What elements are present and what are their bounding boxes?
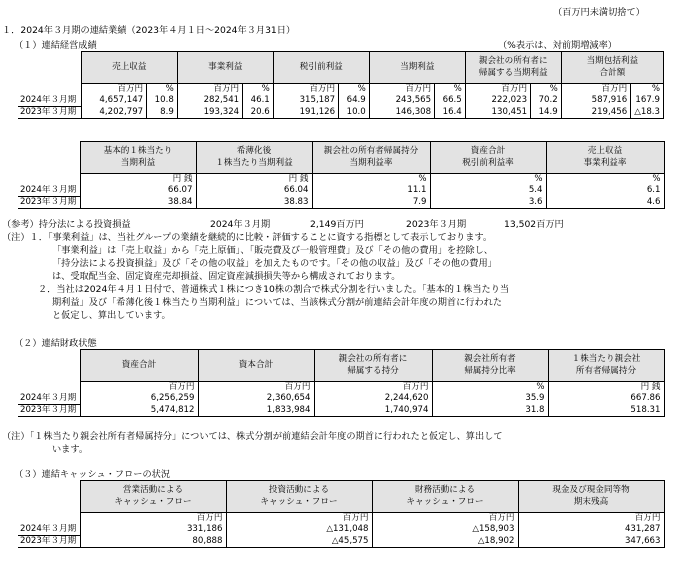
note-line: ２．当社は2024年４月１日付で、普通株式１株につき10株の割合で株式分割を行いました。「基本的１株当たり当 (38, 284, 510, 295)
cell: 5.4 (430, 185, 546, 197)
unit-label: % (531, 84, 562, 96)
row-label: 2023年３月期 (18, 405, 80, 417)
cell: 80,888 (80, 536, 226, 548)
unit-label: % (631, 84, 664, 96)
cell: △131,048 (226, 524, 372, 536)
cell: 66.07 (80, 185, 196, 197)
cell: 70.2 (531, 95, 562, 107)
cell: 35.9 (432, 393, 548, 405)
cell: 64.9 (339, 95, 370, 107)
cashflow-unit-row (18, 513, 664, 525)
unit-label: % (312, 174, 430, 186)
unit-label: 円 銭 (196, 174, 312, 186)
unit-label: % (546, 174, 664, 186)
cell: 38.83 (196, 197, 312, 209)
unit-label: 百万円 (177, 84, 242, 96)
ref-note-fy2023-value: 13,502百万円 (504, 219, 564, 230)
financial-header: 親会社の所有者に 帰属する持分 (314, 350, 432, 382)
note-line: は、受取配当金、固定資産売却損益、固定資産減損損失等から構成されております。 (52, 271, 401, 282)
unit-label: 百万円 (369, 84, 434, 96)
per-share-table (18, 141, 665, 209)
per-share-header: 親会社の所有者帰属持分 当期利益率 (312, 142, 430, 174)
unit-label: 円 銭 (80, 174, 196, 186)
results-header: 売上収益 (81, 52, 177, 84)
cell: 193,324 (177, 107, 242, 119)
cell: 16.4 (435, 107, 466, 119)
section1-subtitle: （１）連結経営成績 (14, 40, 97, 51)
table-row (18, 95, 664, 107)
cell: 222,023 (465, 95, 530, 107)
cell: 331,186 (80, 524, 226, 536)
unit-label: 百万円 (561, 84, 630, 96)
cell: 315,187 (273, 95, 338, 107)
table-row (18, 524, 664, 536)
row-label: 2023年３月期 (18, 197, 80, 209)
per-share-header: 基本的１株当たり 当期利益 (80, 142, 196, 174)
cell: 219,456 (561, 107, 630, 119)
unit-label: 百万円 (465, 84, 530, 96)
cell: 38.84 (80, 197, 196, 209)
unit-label: 円 銭 (548, 382, 664, 394)
ref-note-fy2024-value: 2,149百万円 (310, 219, 364, 230)
pct-note: （%表示は、対前期増減率） (498, 40, 617, 51)
note-line: 「事業利益」は「売上収益」から「売上原価」、「販売費及び一般管理費」及び「その他の費用」を控除し、 (52, 245, 493, 256)
results-header: 当期包括利益 合計額 (561, 52, 663, 84)
row-label: 2023年３月期 (18, 107, 81, 119)
table-row (18, 197, 664, 209)
unit-label: % (432, 382, 548, 394)
results-header: 当期利益 (369, 52, 465, 84)
unit-label: % (339, 84, 370, 96)
cell: △158,903 (372, 524, 518, 536)
unit-label: 百万円 (372, 513, 518, 525)
unit-label: 百万円 (80, 513, 226, 525)
per-share-header: 売上収益 事業利益率 (546, 142, 664, 174)
financial-header: 親会社所有者 帰属持分比率 (432, 350, 548, 382)
note-line: います。 (52, 444, 89, 455)
cell: 4.6 (546, 197, 664, 209)
financial-header: １株当たり親会社 所有者帰属持分 (548, 350, 664, 382)
cell: 3.6 (430, 197, 546, 209)
cell: 6.1 (546, 185, 664, 197)
ref-note-label: （参考）持分法による投資損益 (2, 219, 131, 230)
financial-header-row (18, 350, 664, 382)
row-label: 2024年３月期 (18, 393, 80, 405)
unit-label: 百万円 (198, 382, 314, 394)
results-header-row (18, 52, 664, 84)
per-share-unit-row (18, 174, 664, 186)
cashflow-header: 現金及び現金同等物 期末残高 (518, 481, 664, 513)
cell: 282,541 (177, 95, 242, 107)
cell: 1,740,974 (314, 405, 432, 417)
row-label: 2023年３月期 (18, 536, 80, 548)
unit-label: % (243, 84, 274, 96)
cell: 31.8 (432, 405, 548, 417)
section2-title: （２）連結財政状態 (14, 338, 97, 349)
cell: 146,308 (369, 107, 434, 119)
unit-label: 百万円 (80, 382, 198, 394)
unit-label: 百万円 (314, 382, 432, 394)
per-share-header-row (18, 142, 664, 174)
section3-title: （３）連結キャッシュ・フローの状況 (14, 469, 171, 480)
financial-unit-row (18, 382, 664, 394)
cell: 130,451 (465, 107, 530, 119)
cell: 10.8 (147, 95, 178, 107)
cell: 587,916 (561, 95, 630, 107)
results-header: 親会社の所有者に 帰属する当期利益 (465, 52, 561, 84)
note-line: 期利益」及び「希薄化後１株当たり当期利益」については、当該株式分割が前連結会計年度の期首に行われた (52, 297, 503, 308)
unit-label: 百万円 (226, 513, 372, 525)
cell: 518.31 (548, 405, 664, 417)
row-label: 2024年３月期 (18, 524, 80, 536)
table-row (18, 107, 664, 119)
table-row (18, 536, 664, 548)
per-share-header: 資産合計 税引前利益率 (430, 142, 546, 174)
cell: 10.0 (339, 107, 370, 119)
ref-note-fy2023: 2023年３月期 (406, 219, 467, 230)
note-line: （注）１．「事業利益」は、当社グループの業績を継続的に比較・評価することに資する指標として表示しております。 (2, 232, 493, 243)
cell: 1,833,984 (198, 405, 314, 417)
cell: △18.3 (631, 107, 664, 119)
unit-label: % (147, 84, 178, 96)
cell: 243,565 (369, 95, 434, 107)
cell: 2,360,654 (198, 393, 314, 405)
cell: 2,244,620 (314, 393, 432, 405)
cashflow-header: 営業活動による キャッシュ・フロー (80, 481, 226, 513)
cell: 5,474,812 (80, 405, 198, 417)
cell: 6,256,259 (80, 393, 198, 405)
results-table (18, 51, 664, 119)
unit-label: 百万円 (273, 84, 338, 96)
row-label: 2024年３月期 (18, 185, 80, 197)
cell: 20.6 (243, 107, 274, 119)
unit-notice: （百万円未満切捨て） (553, 7, 645, 18)
table-row (18, 393, 664, 405)
cell: 667.86 (548, 393, 664, 405)
table-row (18, 185, 664, 197)
cashflow-header: 財務活動による キャッシュ・フロー (372, 481, 518, 513)
cell: 11.1 (312, 185, 430, 197)
financial-header: 資本合計 (198, 350, 314, 382)
cell: 66.04 (196, 185, 312, 197)
note-line: （注）「１株当たり親会社所有者帰属持分」については、株式分割が前連結会計年度の期首に行われたと仮定し、算出して (2, 431, 503, 442)
cell: 8.9 (147, 107, 178, 119)
cell: 14.9 (531, 107, 562, 119)
cell: 46.1 (243, 95, 274, 107)
table-row (18, 405, 664, 417)
results-header: 事業利益 (177, 52, 273, 84)
financial-header: 資産合計 (80, 350, 198, 382)
cell: 7.9 (312, 197, 430, 209)
unit-label: % (435, 84, 466, 96)
unit-label: 百万円 (518, 513, 664, 525)
per-share-header: 希薄化後 １株当たり当期利益 (196, 142, 312, 174)
results-header: 税引前利益 (273, 52, 369, 84)
cashflow-header: 投資活動による キャッシュ・フロー (226, 481, 372, 513)
cell: 191,126 (273, 107, 338, 119)
unit-label: % (430, 174, 546, 186)
cell: 431,287 (518, 524, 664, 536)
cell: 4,202,797 (81, 107, 146, 119)
cell: 347,663 (518, 536, 664, 548)
cell: △18,902 (372, 536, 518, 548)
cell: 66.5 (435, 95, 466, 107)
cell: 4,657,147 (81, 95, 146, 107)
ref-note-fy2024: 2024年３月期 (210, 219, 271, 230)
cashflow-table (18, 480, 665, 548)
section1-title: １．2024年３月期の連結業績（2023年４月１日～2024年３月31日） (2, 25, 296, 36)
cell: 167.9 (631, 95, 664, 107)
results-unit-row (18, 84, 664, 96)
financial-table (18, 349, 665, 417)
cashflow-header-row (18, 481, 664, 513)
unit-label: 百万円 (81, 84, 146, 96)
cell: △45,575 (226, 536, 372, 548)
row-label: 2024年３月期 (18, 95, 81, 107)
note-line: と仮定し、算出しています。 (52, 310, 171, 321)
note-line: 「持分法による投資損益」及び「その他の収益」を加えたものです。「その他の収益」及び「その他の費用」 (52, 258, 497, 269)
